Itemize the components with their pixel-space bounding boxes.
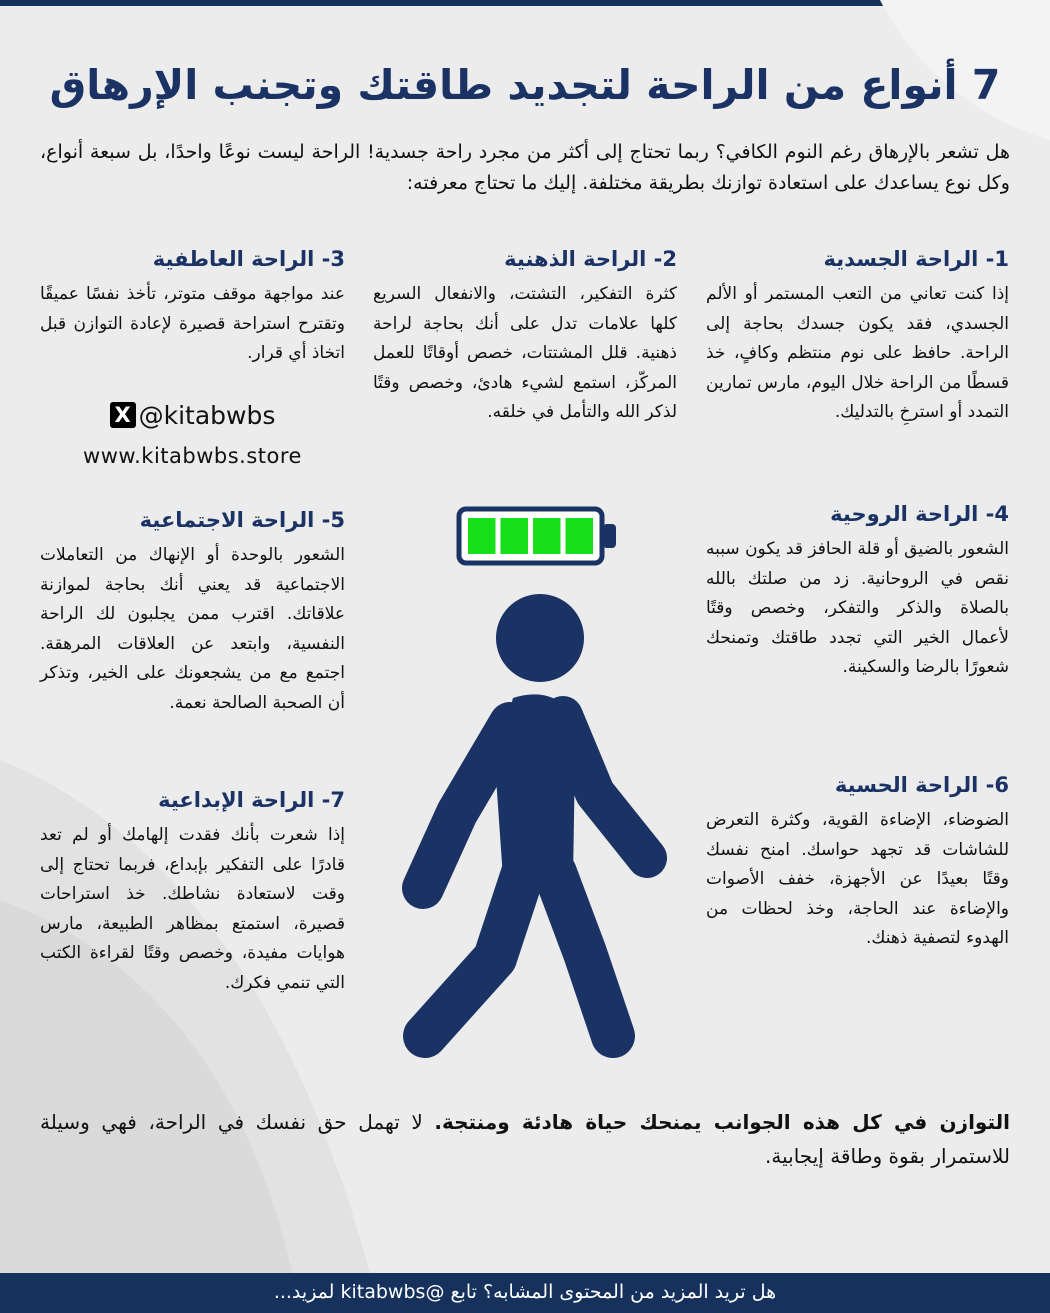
footer-text: هل تريد المزيد من المحتوى المشابه؟ تابع @kitabwbs لمزيد... — [273, 1281, 777, 1303]
section-creative-rest — [40, 785, 345, 998]
section-text: كثرة التفكير، التشتت، والانفعال السريع كلها علامات تدل على أنك بحاجة لراحة ذهنية. قلل المشتتات، خصص أوقاتًا للعمل المركّز، استمع لشيء هادئ، وخصص وقتًا لذكر الله والتأمل في خلقه. — [373, 284, 677, 422]
battery-cell — [566, 518, 594, 554]
battery-icon — [456, 506, 619, 566]
battery-cell — [533, 518, 561, 554]
x-logo-icon: X — [110, 402, 136, 428]
section-spiritual-rest — [706, 499, 1009, 683]
section-title: 6- الراحة الحسية — [834, 773, 1009, 797]
battery-cell — [468, 518, 496, 554]
section-text: الشعور بالضيق أو قلة الحافز قد يكون سببه نقص في الروحانية. زد من صلتك بالله بالصلاة والذكر والتفكر، وخصص وقتًا لأعمال الخير التي تجدد طاقتك وتمنحك شعورًا بالرضا والسكينة. — [706, 539, 1009, 677]
section-sensory-rest — [706, 770, 1009, 954]
section-title: 4- الراحة الروحية — [830, 502, 1009, 526]
closing-paragraph — [40, 1105, 1010, 1173]
handle-text: @kitabwbs — [138, 400, 276, 430]
section-text: الضوضاء، الإضاءة القوية، وكثرة التعرض للشاشات قد تجهد حواسك. امنح نفسك وقتًا بعيدًا عن الأجهزة، خفف الأصوات والإضاءة عند الحاجة، وخذ لحظات من الهدوء لتصفية ذهنك. — [706, 810, 1009, 948]
section-title: 2- الراحة الذهنية — [504, 247, 677, 271]
section-title: 3- الراحة العاطفية — [152, 247, 345, 271]
section-text: عند مواجهة موقف متوتر، تأخذ نفسًا عميقًا وتقترح استراحة قصيرة لإعادة التوازن قبل اتخاذ أي قرار. — [40, 284, 345, 363]
intro-paragraph: هل تشعر بالإرهاق رغم النوم الكافي؟ ربما تحتاج إلى أكثر من مجرد راحة جسدية! الراحة ليست نوعًا واحدًا، بل سبعة أنواع، وكل نوع يساعدك على استعادة توازنك بطريقة مختلفة. إليك ما تحتاج معرفته: — [40, 141, 1010, 194]
section-title: 7- الراحة الإبداعية — [158, 788, 345, 812]
battery-cell — [501, 518, 529, 554]
section-mental-rest — [373, 244, 677, 428]
section-title: 1- الراحة الجسدية — [823, 247, 1009, 271]
page-title: 7 أنواع من الراحة لتجديد طاقتك وتجنب الإرهاق — [49, 61, 1001, 109]
closing-bold: التوازن في كل هذه الجوانب يمنحك حياة هادئة ومنتجة. — [434, 1110, 1010, 1134]
section-physical-rest — [706, 244, 1009, 428]
section-title: 5- الراحة الاجتماعية — [139, 508, 345, 532]
website-link[interactable]: www.kitabwbs.store — [83, 444, 302, 468]
footer-bar — [0, 1273, 1050, 1313]
social-links — [40, 398, 345, 468]
section-text: الشعور بالوحدة أو الإنهاك من التعاملات الاجتماعية قد يعني أنك بحاجة لموازنة علاقاتك. اقترب ممن يجلبون لك الراحة النفسية، وابتعد عن العلاقات المرهقة. اجتمع مع من يشجعونك على الخير، وتذكر أن الصحبة الصالحة نعمة. — [40, 545, 345, 713]
section-emotional-rest — [40, 244, 345, 369]
section-text: إذا شعرت بأنك فقدت إلهامك أو لم تعد قادرًا على التفكير بإبداع، فربما تحتاج إلى وقت لاستعادة نشاطك. خذ استراحات قصيرة، استمتع بمظاهر الطبيعة، مارس هوايات مفيدة، وخصص وقتًا لقراءة الكتب التي تنمي فكرك. — [40, 825, 345, 993]
section-social-rest — [40, 505, 345, 718]
section-text: إذا كنت تعاني من التعب المستمر أو الألم الجسدي، فقد يكون جسدك بحاجة إلى الراحة. حافظ على نوم منتظم وكافٍ، خذ قسطًا من الراحة خلال اليوم، مارس تمارين التمدد أو استرخِ بالتدليك. — [706, 284, 1009, 422]
x-handle[interactable] — [40, 398, 345, 432]
closing-rest: لا تهمل حق نفسك في الراحة، فهي وسيلة للاستمرار بقوة وطاقة إيجابية. — [40, 1110, 1010, 1168]
walking-person-icon — [395, 588, 675, 1058]
